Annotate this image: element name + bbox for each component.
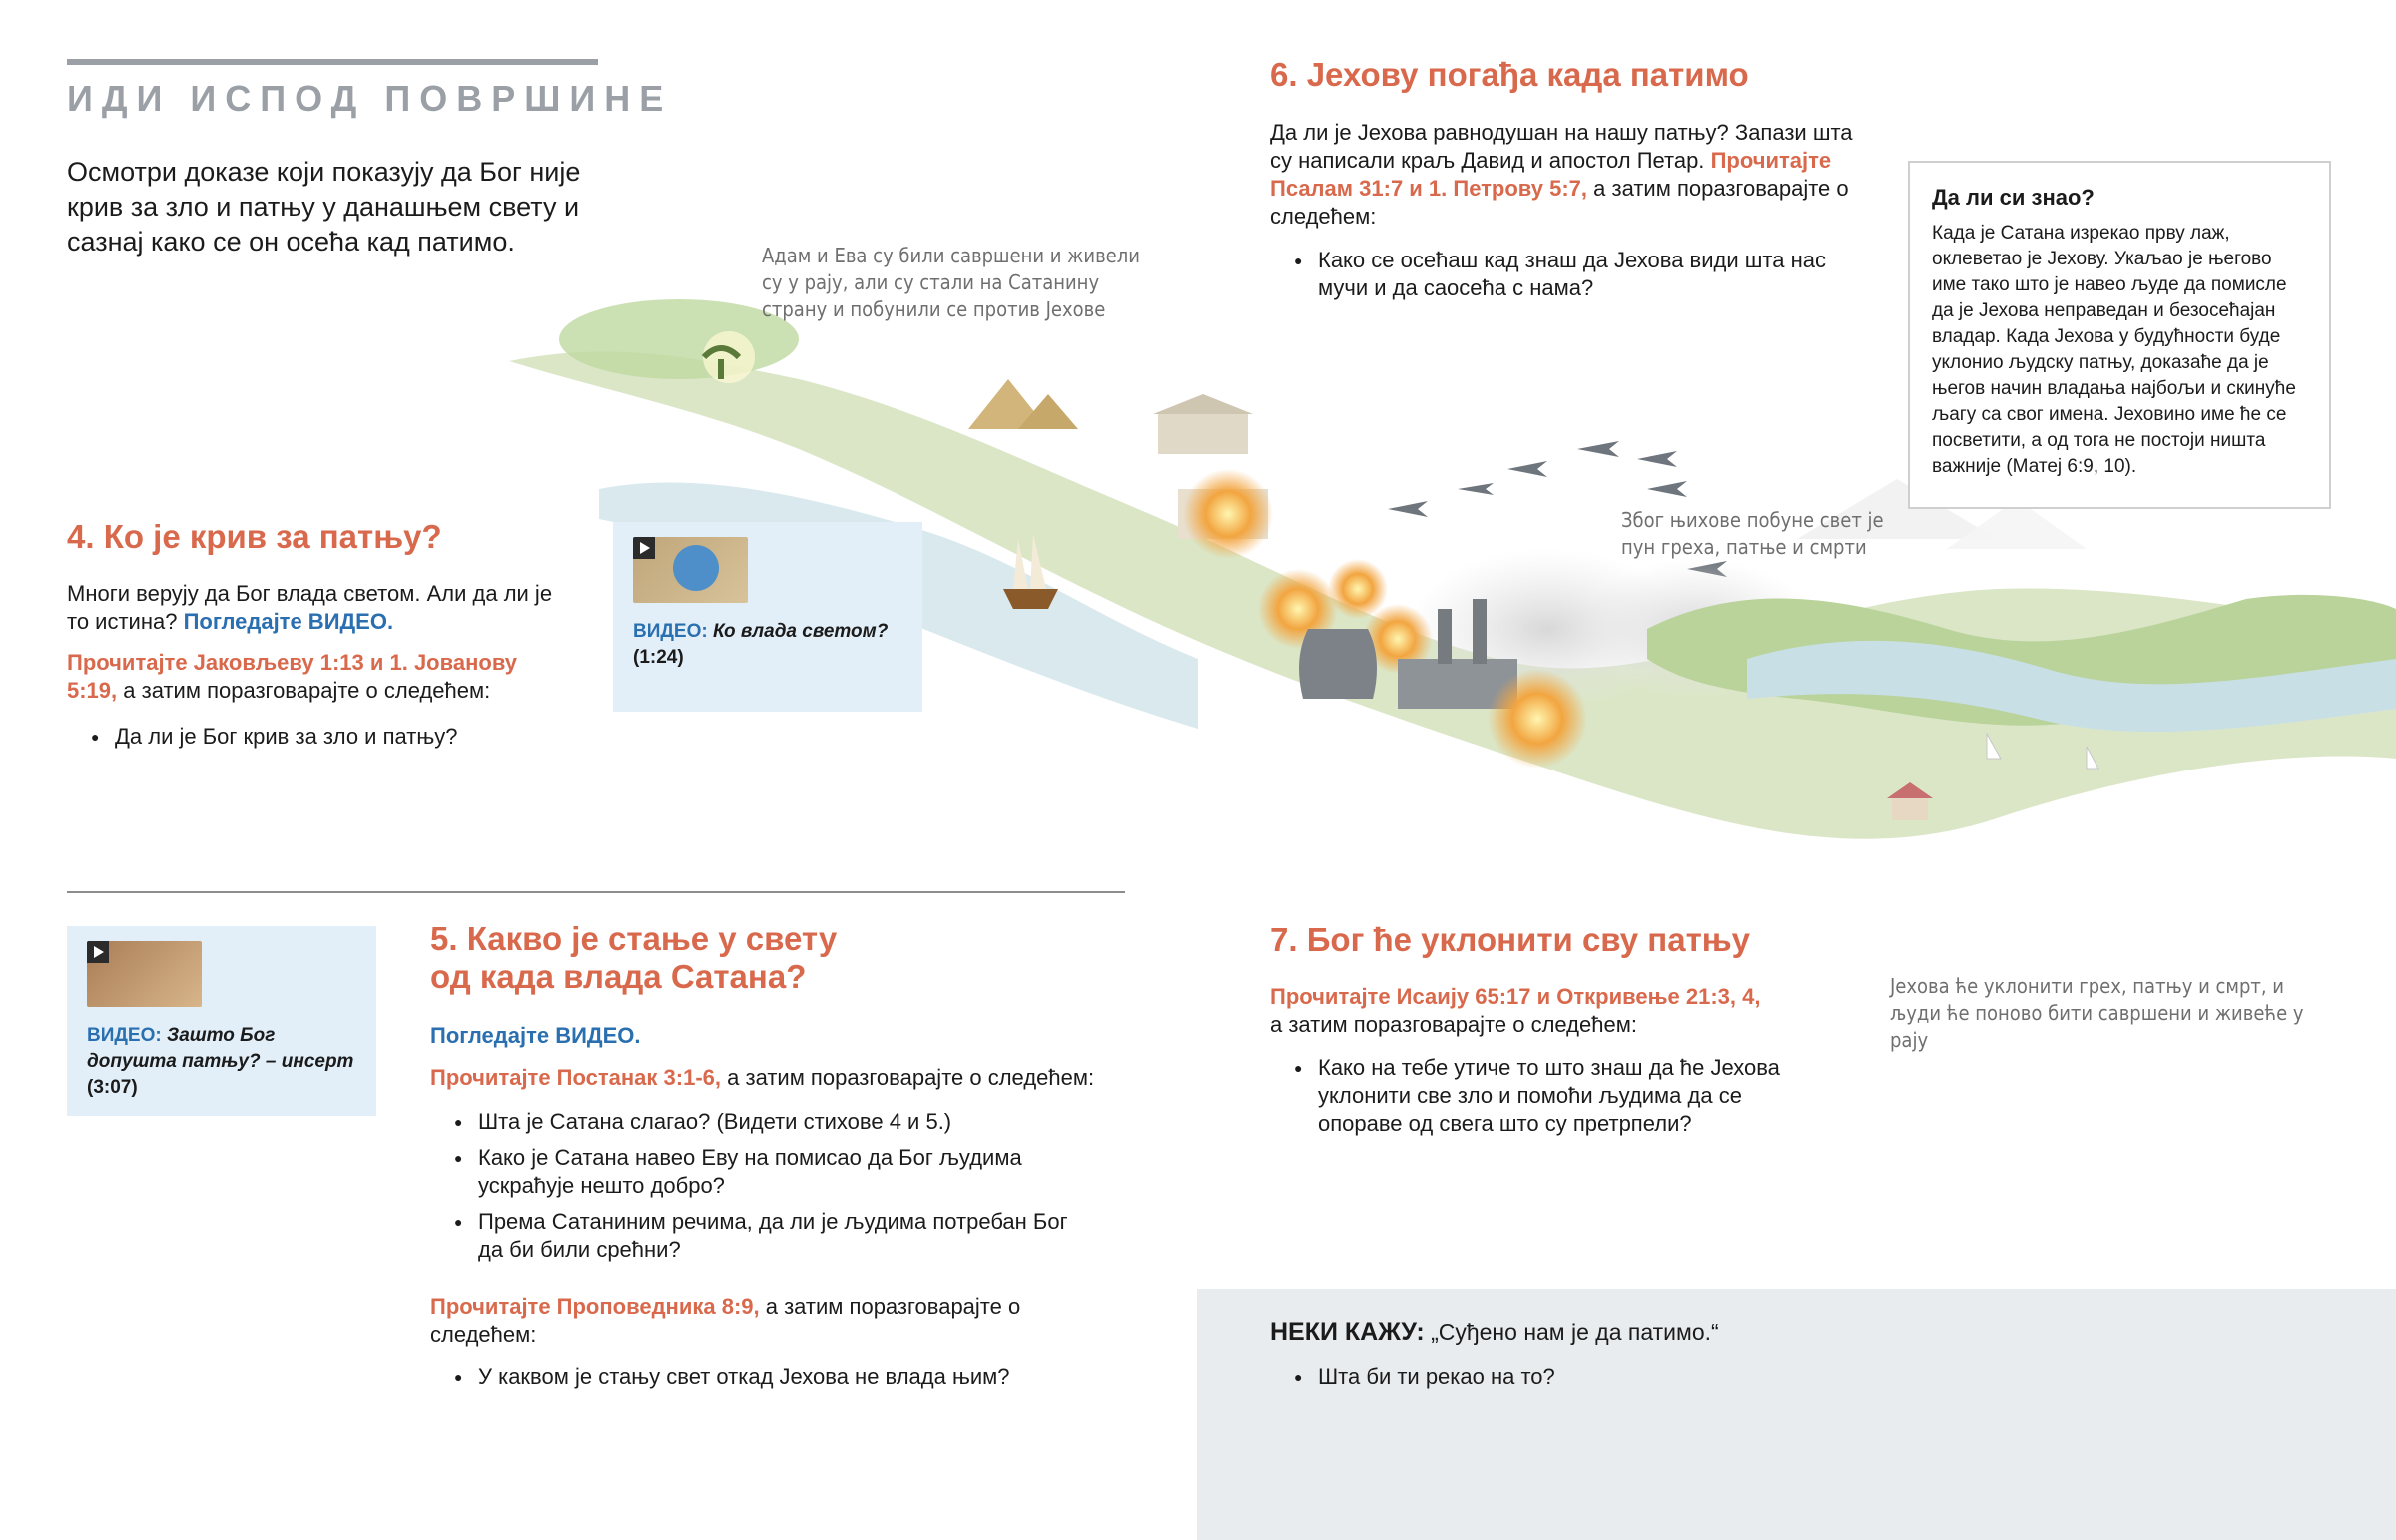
globe-icon	[673, 545, 719, 591]
video-label	[87, 1023, 361, 1101]
did-you-know-title: Да ли си знао?	[1932, 185, 2095, 210]
video-title: Зашто Бог допушта патњу? – инсерт	[87, 1025, 354, 1072]
some-say-quote: „Суђено нам је да патимо.“	[1431, 1319, 1719, 1345]
some-say-label: НЕКИ КАЖУ:	[1270, 1318, 1425, 1346]
caption-adam-eve: Адам и Ева су били савршени и живели су у рају, али су стали на Сатанину страну и побунили се против Јехове	[762, 244, 1140, 321]
section5-scripture-ref2[interactable]: Прочитајте Проповедника 8:9,	[430, 1294, 760, 1319]
some-say-bullets	[1270, 1363, 1869, 1399]
section5-video-link[interactable]: Погледајте ВИДЕО.	[430, 1023, 641, 1048]
section4-scripture-ref[interactable]: Прочитајте Јаковљеву 1:13 и 1. Јованову 5:19,	[67, 650, 518, 703]
section5-scripture-ref1[interactable]: Прочитајте Постанак 3:1-6,	[430, 1065, 722, 1090]
video-thumbnail[interactable]	[87, 941, 202, 1007]
did-you-know-box	[1908, 161, 2331, 509]
list-item: ● Како је Сатана навео Еву на помисао да Бог људима ускраћује нешто добро?	[430, 1144, 1069, 1200]
section4-video-link[interactable]: Погледајте ВИДЕО.	[183, 609, 394, 634]
caption-rebellion: Због њихове побуне свет је пун греха, патње и смрти	[1621, 508, 1884, 559]
some-say-line	[1270, 1318, 2268, 1346]
video-card-why-suffering[interactable]	[67, 926, 376, 1116]
video-duration: (3:07)	[87, 1077, 138, 1098]
list-item: ● Како се осећаш кад знаш да Јехова види шта нас мучи и да саосећа с нама?	[1270, 247, 1869, 302]
did-you-know-text: Када је Сатана изрекао прву лаж, оклеветао је Јехову. Укаљао је његово име тако што је навео људе да помисле да је Јехова неправедан и безосећајан владар. Када Јехова у будућности буде уклонио људску патњу, доказаће да је његов начин владања најбољи и скинуће љагу са свог имена. Јеховино име ће се посветити, а од тога не постоји ништа важније (Матеј 6:9, 10).	[1932, 223, 2296, 477]
video-duration: (1:24)	[633, 647, 684, 668]
list-item: ● У каквом је стању свет откад Јехова не влада њим?	[430, 1363, 1069, 1391]
section6-title: 6. Јехову погађа када патимо	[1270, 56, 1749, 93]
section7-body	[1270, 983, 1869, 1039]
section5-body	[430, 1022, 1149, 1092]
section7-discuss: а затим поразговарајте о следећем:	[1270, 1012, 1637, 1037]
list-item: ● Како на тебе утиче то што знаш да ће Јехова уклонити све зло и помоћи људима да се опораве од свега што су претрпели?	[1270, 1054, 1829, 1138]
section7-scripture-ref[interactable]: Прочитајте Исаију 65:17 и Откривење 21:3, 4,	[1270, 984, 1761, 1009]
list-item: ● Шта је Сатана слагао? (Видети стихове 4 и 5.)	[430, 1108, 1069, 1136]
section-divider	[67, 891, 1125, 893]
section4-body	[67, 580, 566, 705]
video-card-who-rules[interactable]	[613, 522, 922, 712]
section5-title-line1: 5. Какво је стање у свету	[430, 920, 838, 957]
section5-title-line2: од када влада Сатана?	[430, 958, 807, 995]
list-item: ● Шта би ти рекао на то?	[1270, 1363, 1869, 1391]
list-item: ● Да ли је Бог крив за зло и патњу?	[67, 723, 586, 751]
temple-icon	[1158, 414, 1248, 454]
section6-bullets	[1270, 247, 1869, 310]
section5-body2	[430, 1293, 1069, 1349]
section7-bullets	[1270, 1054, 1829, 1146]
section6-body	[1270, 119, 1879, 231]
section6-intro: Да ли је Јехова равнодушан на нашу патњу? Запази шта су написали краљ Давид и апостол Петар.	[1270, 120, 1853, 173]
section5-title	[430, 920, 837, 996]
section4-bullets	[67, 723, 586, 759]
video-tag: ВИДЕО:	[633, 621, 708, 642]
section4-discuss: а затим поразговарајте о следећем:	[123, 678, 491, 703]
section4-intro: Многи верују да Бог влада светом. Али да ли је то истина?	[67, 581, 553, 634]
play-icon[interactable]	[633, 537, 655, 559]
play-icon[interactable]	[87, 941, 109, 963]
video-label	[633, 619, 902, 671]
section-kicker: ИДИ ИСПОД ПОВРШИНЕ	[67, 78, 673, 119]
section5-bullets1	[430, 1108, 1069, 1272]
caption-future: Јехова ће уклонити грех, патњу и смрт, и људи ће поново бити савршени и живеће у рају	[1890, 974, 2304, 1052]
section7-title: 7. Бог ће уклонити сву патњу	[1270, 921, 1750, 958]
section5-bullets2	[430, 1363, 1069, 1399]
section5-discuss2: а затим поразговарајте о следећем:	[430, 1294, 1021, 1347]
section5-discuss1: а затим поразговарајте о следећем:	[727, 1065, 1095, 1090]
section6-scripture-ref[interactable]: Прочитајте Псалам 31:7 и 1. Петрову 5:7,	[1270, 148, 1832, 201]
section4-title: 4. Ко је крив за патњу?	[67, 518, 442, 555]
intro-text: Осмотри доказе који показују да Бог није крив за зло и патњу у данашњем свету и сазнај како се он осећа кад патимо.	[67, 157, 581, 257]
video-title: Ко влада светом?	[712, 621, 889, 642]
section6-discuss: а затим поразговарајте о следећем:	[1270, 176, 1849, 229]
video-tag: ВИДЕО:	[87, 1025, 162, 1046]
header-rule	[67, 59, 598, 65]
video-thumbnail[interactable]	[633, 537, 748, 603]
list-item: ● Према Сатаниним речима, да ли је људима потребан Бог да би били срећни?	[430, 1208, 1069, 1264]
